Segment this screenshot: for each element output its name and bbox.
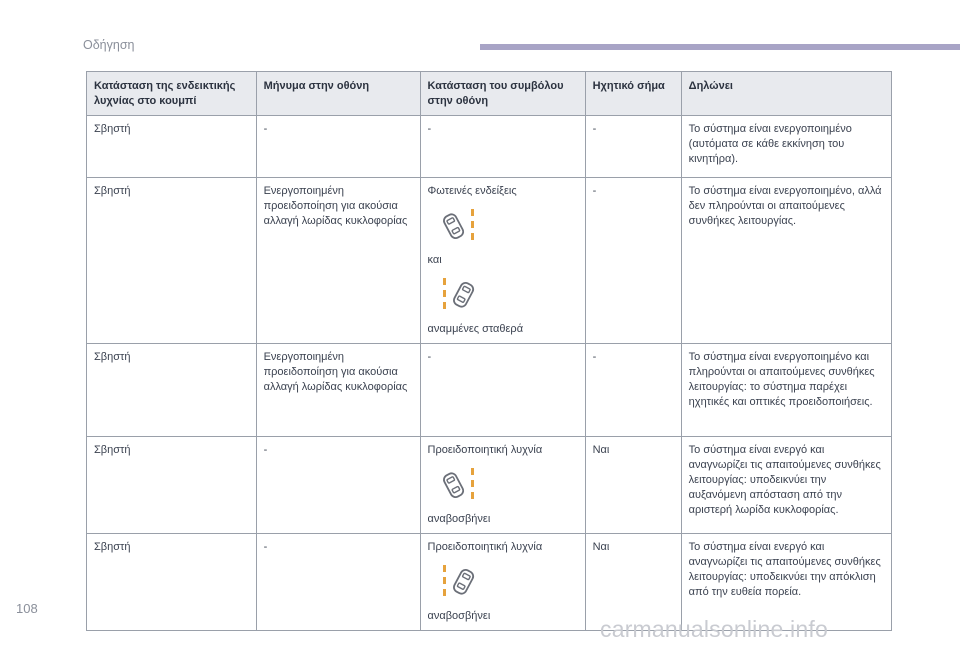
cell-text: Προειδοποιητική λυχνία (427, 541, 543, 553)
table-cell: Σβηστή (87, 534, 257, 631)
header-accent-bar (480, 44, 960, 50)
table-cell: Σβηστή (87, 344, 257, 437)
cell-text: αναμμένες σταθερά (427, 323, 524, 335)
table-cell: - (585, 116, 681, 178)
header-cell: Κατάσταση του συμβόλου στην οθόνη (420, 72, 585, 116)
header-cell: Μήνυμα στην οθόνη (256, 72, 420, 116)
table-cell: Σβηστή (87, 178, 257, 344)
table-row (87, 344, 892, 437)
table-row (87, 116, 892, 178)
header-cell: Κατάσταση της ενδεικτικής λυχνίας στο κουμπί (87, 72, 257, 116)
table-cell: - (420, 344, 585, 437)
table-cell: - (256, 116, 420, 178)
table-cell: - (420, 116, 585, 178)
car-drifting-toward-right-lane-line-icon (440, 207, 480, 245)
table-header-row (87, 72, 892, 116)
table-cell: Ενεργοποιημένη προειδοποίηση για ακούσια αλλαγή λωρίδας κυκλοφορίας (256, 178, 420, 344)
lane-assist-status-table (86, 71, 892, 631)
cell-text: αναβοσβήνει (427, 513, 491, 525)
cell-text: Φωτεινές ενδείξεις (427, 185, 517, 197)
car-drifting-toward-right-lane-line-icon (440, 466, 480, 504)
header-cell: Ηχητικό σήμα (585, 72, 681, 116)
table-row (87, 178, 892, 344)
table-cell: Το σύστημα είναι ενεργοποιημένο, αλλά δεν πληρούνται οι απαιτούμενες συνθήκες λειτουργίας. (681, 178, 891, 344)
table-cell: Το σύστημα είναι ενεργοποιημένο και πληρούνται οι απαιτούμενες συνθήκες λειτουργίας: το σύστημα παρέχει ηχητικές και οπτικές προειδοποιήσεις. (681, 344, 891, 437)
table-cell: Ναι (585, 534, 681, 631)
page-number: 108 (16, 601, 38, 616)
table-cell: Το σύστημα είναι ενεργοποιημένο (αυτόματα σε κάθε εκκίνηση του κινητήρα). (681, 116, 891, 178)
table-cell: - (256, 534, 420, 631)
table-cell: Σβηστή (87, 437, 257, 534)
table-cell: - (256, 437, 420, 534)
section-title: Οδήγηση (83, 38, 135, 52)
table-cell (420, 178, 585, 344)
table-cell: Ενεργοποιημένη προειδοποίηση για ακούσια αλλαγή λωρίδας κυκλοφορίας (256, 344, 420, 437)
table-cell: Σβηστή (87, 116, 257, 178)
table-cell: Το σύστημα είναι ενεργό και αναγνωρίζει τις απαιτούμενες συνθήκες λειτουργίας: υποδεικνύει την απόκλιση από την ευθεία πορεία. (681, 534, 891, 631)
car-drifting-toward-left-lane-line-icon (440, 276, 480, 314)
table-cell (420, 534, 585, 631)
car-drifting-toward-left-lane-line-icon (440, 563, 480, 601)
watermark: carmanualsonline.info (600, 616, 828, 642)
cell-text: Προειδοποιητική λυχνία (427, 444, 543, 456)
table-cell: Ναι (585, 437, 681, 534)
header-cell: Δηλώνει (681, 72, 891, 116)
table-cell (420, 437, 585, 534)
table-cell: - (585, 344, 681, 437)
table-cell: - (585, 178, 681, 344)
table-row (87, 437, 892, 534)
cell-text: και (427, 254, 442, 266)
cell-text: αναβοσβήνει (427, 610, 491, 622)
table-cell: Το σύστημα είναι ενεργό και αναγνωρίζει τις απαιτούμενες συνθήκες λειτουργίας: υποδεικνύει την αυξανόμενη απόσταση από την αριστερή λωρίδα κυκλοφορίας. (681, 437, 891, 534)
